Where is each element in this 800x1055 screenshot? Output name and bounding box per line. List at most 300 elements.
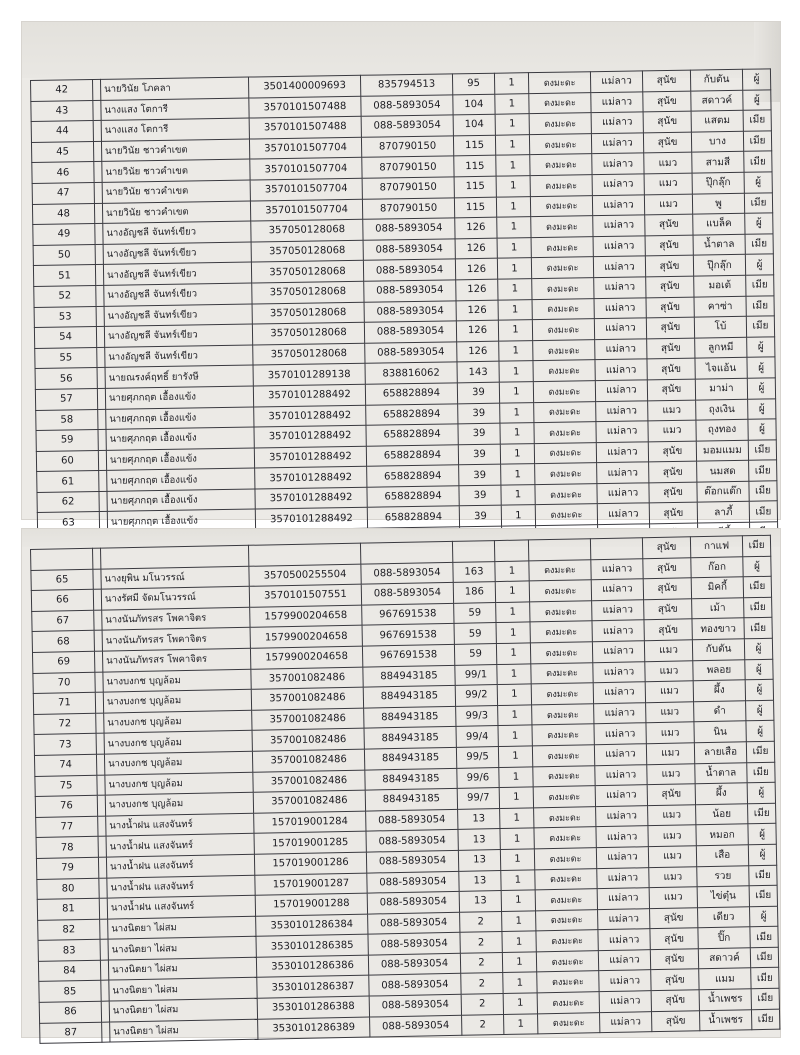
house-number: 2 — [461, 973, 503, 994]
village-name: ดงมะดะ — [531, 257, 593, 279]
subdistrict-name: แม่ลาว — [592, 600, 644, 622]
row-number: 83 — [38, 940, 100, 962]
phone-number: 088-5893054 — [367, 891, 459, 913]
village-name: ดงมะดะ — [528, 72, 590, 94]
phone-number: 658828894 — [366, 445, 458, 467]
pet-sex: เมีย — [749, 885, 777, 906]
row-number: 60 — [36, 450, 98, 472]
phone-number: 967691538 — [362, 603, 454, 625]
village-name: ดงมะดะ — [536, 951, 598, 973]
animal-type: สุนัข — [642, 70, 690, 91]
pet-name: สดาวค์ — [691, 90, 743, 111]
house-number: 126 — [455, 259, 497, 280]
row-number: 67 — [32, 610, 94, 632]
row-number: 48 — [32, 203, 94, 225]
pet-name: พลอย — [693, 659, 745, 681]
house-number: 39 — [459, 485, 501, 506]
house-number: 39 — [458, 444, 500, 465]
citizen-id: 3570101288492 — [254, 446, 366, 468]
row-number: 86 — [39, 1001, 101, 1023]
animal-type: แมว — [648, 846, 696, 868]
citizen-id: 357001082486 — [251, 687, 363, 710]
citizen-id: 357050128068 — [252, 281, 364, 303]
house-number: 2 — [462, 1014, 504, 1035]
pet-name: เสือ — [696, 845, 748, 867]
moo-number: 1 — [501, 869, 535, 890]
pet-sex: เมีย — [749, 501, 777, 522]
owner-name — [100, 545, 248, 568]
house-number: 39 — [457, 382, 499, 403]
house-number: 99/2 — [455, 685, 497, 706]
owner-name: นางยุพิน มโนวรรณ์ — [101, 566, 249, 589]
pet-name: แสตม — [691, 110, 743, 131]
owner-name: นางรัศมี จัดมโนวรรณ์ — [101, 586, 249, 609]
moo-number: 1 — [496, 622, 530, 643]
house-number: 2 — [460, 952, 502, 973]
registry-rows-top — [31, 69, 778, 554]
pet-sex: ผู้ — [745, 659, 773, 680]
house-number: 13 — [459, 870, 501, 891]
pet-sex: เมีย — [743, 576, 771, 597]
house-number: 99/1 — [455, 664, 497, 685]
house-number: 104 — [453, 114, 495, 135]
photo-sheet-top — [22, 22, 780, 529]
animal-type: สุนัข — [647, 358, 695, 379]
pet-sex: ผู้ — [748, 824, 776, 845]
animal-type: สุนัข — [650, 928, 698, 950]
owner-name: นางนิตยา ไผ่สม — [108, 957, 256, 980]
citizen-id: 357050128068 — [251, 219, 363, 241]
citizen-id: 357050128068 — [252, 322, 364, 344]
phone-number: 088-5893054 — [367, 871, 459, 893]
pet-sex: เมีย — [744, 192, 772, 213]
phone-number: 658828894 — [367, 506, 459, 528]
row-number: 58 — [36, 409, 98, 431]
row-number: 57 — [35, 388, 97, 410]
phone-number: 088-5893054 — [368, 912, 460, 934]
animal-type: แมว — [648, 420, 696, 441]
village-name: ดงมะดะ — [534, 806, 596, 828]
house-number: 115 — [454, 176, 496, 197]
owner-name: นายวินัย ชาวคำเขต — [101, 139, 249, 162]
row-number: 43 — [31, 100, 93, 122]
animal-type: สุนัข — [643, 111, 691, 132]
subdistrict-name: แม่ลาว — [595, 764, 647, 786]
row-number: 56 — [35, 368, 97, 390]
subdistrict-name: แม่ลาว — [596, 847, 648, 869]
owner-name: นางอัญชลี จันทร์เขียว — [104, 283, 252, 306]
row-number: 61 — [37, 471, 99, 493]
row-number: 79 — [36, 857, 98, 879]
pet-name: ลาภี้ — [697, 502, 749, 523]
phone-number: 658828894 — [365, 383, 457, 405]
animal-type: สุนัข — [646, 317, 694, 338]
citizen-id: 357001082486 — [253, 770, 365, 793]
moo-number: 1 — [497, 663, 531, 684]
owner-name: นางน้ำฝน แสงจันทร์ — [106, 834, 254, 857]
owner-name: นายศุภกฤต เอื้องแข้ง — [107, 509, 255, 532]
subdistrict-name: แม่ลาว — [591, 558, 643, 580]
animal-type: สุนัข — [643, 132, 691, 153]
pet-name: แบล็ค — [693, 213, 745, 234]
pet-name: น้ำเพชร — [699, 1009, 751, 1031]
pet-name: มาม่า — [695, 378, 747, 399]
subdistrict-name: แม่ลาว — [594, 723, 646, 745]
subdistrict-name: แม่ลาว — [595, 359, 647, 380]
moo-number: 1 — [499, 361, 533, 382]
house-number: 99/5 — [456, 746, 498, 767]
row-number: 47 — [32, 182, 94, 204]
row-number: 80 — [37, 878, 99, 900]
subdistrict-name: แม่ลาว — [594, 297, 646, 318]
animal-type: แมว — [648, 400, 696, 421]
phone-number: 088-5893054 — [365, 342, 457, 364]
pet-name: โบ้ — [694, 316, 746, 337]
pet-sex: เมีย — [751, 1009, 779, 1030]
citizen-id: 3530101286384 — [256, 914, 368, 937]
pet-sex: ผู้ — [747, 782, 775, 803]
moo-number: 1 — [501, 484, 535, 505]
subdistrict-name: แม่ลาว — [595, 380, 647, 401]
pet-sex: เมีย — [750, 926, 778, 947]
subdistrict-name: แม่ลาว — [591, 579, 643, 601]
citizen-id: 357001082486 — [252, 728, 364, 751]
row-number: 59 — [36, 430, 98, 452]
owner-name: นายณรงค์ฤทธิ์ ยารังษี — [105, 365, 253, 388]
subdistrict-name: แม่ลาว — [597, 503, 649, 524]
row-number: 71 — [33, 692, 95, 714]
phone-number: 884943185 — [364, 706, 456, 728]
moo-number: 1 — [500, 423, 534, 444]
subdistrict-name: แม่ลาว — [593, 256, 645, 277]
subdistrict-name: แม่ลาว — [591, 91, 643, 112]
subdistrict-name: แม่ลาว — [594, 318, 646, 339]
house-number: 59 — [454, 602, 496, 623]
animal-type: สุนัข — [644, 599, 692, 621]
moo-number: 1 — [500, 808, 534, 829]
citizen-id: 1579900204658 — [250, 626, 362, 649]
animal-type: สุนัข — [643, 557, 691, 579]
animal-type: สุนัข — [644, 619, 692, 641]
phone-number: 884943185 — [364, 727, 456, 749]
moo-number: 1 — [496, 643, 530, 664]
owner-name: นางนันภัทรสร โพคาจิตร — [102, 628, 250, 651]
pet-sex: ผู้ — [743, 89, 771, 110]
pet-sex: เมีย — [744, 618, 772, 639]
pet-sex: ผู้ — [744, 172, 772, 193]
phone-number: 088-5893054 — [364, 280, 456, 302]
pet-name: น้อย — [696, 803, 748, 825]
pet-sex: เมีย — [748, 440, 776, 461]
pet-name: หมอก — [696, 824, 748, 846]
subdistrict-name: แม่ลาว — [598, 950, 650, 972]
subdistrict-name: แม่ลาว — [598, 908, 650, 930]
pet-sex: ผู้ — [744, 638, 772, 659]
house-number: 59 — [454, 644, 496, 665]
phone-number: 884943185 — [364, 747, 456, 769]
subdistrict-name: แม่ลาว — [590, 71, 642, 92]
pet-sex: เมีย — [749, 865, 777, 886]
owner-name: นายวินัย ชาวคำเขต — [102, 180, 250, 203]
subdistrict-name: แม่ลาว — [597, 867, 649, 889]
phone-number: 088-5893054 — [361, 583, 453, 605]
subdistrict-name: แม่ลาว — [592, 153, 644, 174]
moo-number: 1 — [504, 1013, 538, 1034]
moo-number: 1 — [494, 73, 528, 94]
house-number: 13 — [458, 808, 500, 829]
village-name — [528, 539, 590, 561]
row-number: 76 — [35, 795, 97, 817]
phone-number: 870790150 — [362, 177, 454, 199]
owner-name: นางอัญชลี จันทร์เขียว — [104, 304, 252, 327]
house-number: 39 — [459, 464, 501, 485]
moo-number: 1 — [496, 196, 530, 217]
citizen-id: 357050128068 — [251, 261, 363, 283]
phone-number: 088-5893054 — [361, 115, 453, 137]
row-number: 44 — [31, 121, 93, 143]
pet-name: คาซ่า — [694, 296, 746, 317]
house-number: 59 — [454, 623, 496, 644]
citizen-id: 3570101288492 — [255, 508, 367, 530]
phone-number: 088-5893054 — [364, 300, 456, 322]
phone-number: 088-5893054 — [363, 259, 455, 281]
pet-sex: เมีย — [747, 762, 775, 783]
pet-name: แมม — [699, 968, 751, 990]
subdistrict-name: แม่ลาว — [592, 194, 644, 215]
phone-number: 835794513 — [360, 74, 452, 96]
owner-name: นางนิตยา ไผ่สม — [109, 978, 257, 1001]
moo-number: 1 — [497, 217, 531, 238]
pet-name: เดียว — [698, 906, 750, 928]
village-name: ดงมะดะ — [531, 683, 593, 705]
pet-name: ถุงเงิน — [696, 399, 748, 420]
pet-sex: ผู้ — [746, 700, 774, 721]
house-number: 115 — [454, 156, 496, 177]
house-number: 126 — [455, 238, 497, 259]
moo-number: 1 — [502, 931, 536, 952]
animal-type: สุนัข — [645, 214, 693, 235]
village-name: ดงมะดะ — [529, 580, 591, 602]
animal-type: สุนัข — [651, 969, 699, 991]
moo-number: 1 — [499, 787, 533, 808]
pet-sex: เมีย — [746, 316, 774, 337]
owner-name: นางบงกช บุญล้อม — [105, 792, 253, 815]
village-name: ดงมะดะ — [531, 236, 593, 258]
animal-type: แมว — [644, 640, 692, 662]
phone-number: 088-5893054 — [366, 830, 458, 852]
animal-type: สุนัข — [642, 537, 690, 559]
pet-sex: ผู้ — [748, 844, 776, 865]
moo-number: 1 — [496, 602, 530, 623]
phone-number: 088-5893054 — [366, 809, 458, 831]
owner-name: นายศุภกฤต เอื้องแข้ง — [106, 427, 254, 450]
animal-type: สุนัข — [650, 907, 698, 929]
citizen-id: 3570101507488 — [249, 116, 361, 138]
pet-sex: ผู้ — [745, 213, 773, 234]
village-name: ดงมะดะ — [531, 662, 593, 684]
animal-type: แมว — [646, 702, 694, 724]
row-number: 45 — [31, 141, 93, 163]
animal-type: สุนัข — [646, 297, 694, 318]
pet-sex: ผู้ — [749, 906, 777, 927]
pet-name: เม้า — [692, 598, 744, 620]
moo-number: 1 — [501, 890, 535, 911]
row-number: 52 — [34, 285, 96, 307]
citizen-id: 3530101286389 — [258, 1017, 370, 1040]
house-number: 2 — [460, 911, 502, 932]
row-number: 85 — [39, 981, 101, 1003]
photo-sheet-bottom — [22, 529, 780, 1037]
pet-name: ปิ๊ก — [698, 927, 750, 949]
pet-name: ดำ — [694, 701, 746, 723]
village-name: ดงมะดะ — [535, 463, 597, 485]
phone-number: 658828894 — [367, 465, 459, 487]
moo-number: 1 — [498, 725, 532, 746]
phone-number: 658828894 — [366, 424, 458, 446]
pet-sex: ผู้ — [746, 721, 774, 742]
pet-sex: เมีย — [744, 597, 772, 618]
phone-number: 967691538 — [362, 624, 454, 646]
subdistrict-name: แม่ลาว — [595, 339, 647, 360]
phone-number: 658828894 — [367, 486, 459, 508]
moo-number: 1 — [495, 114, 529, 135]
house-number: 163 — [453, 561, 495, 582]
phone-number: 884943185 — [365, 788, 457, 810]
pet-name: กับตัน — [692, 639, 744, 661]
village-name: ดงมะดะ — [529, 92, 591, 114]
row-number: 54 — [34, 327, 96, 349]
subdistrict-name: แม่ลาว — [594, 744, 646, 766]
row-number: 69 — [32, 651, 94, 673]
row-number — [31, 548, 93, 570]
citizen-id: 357001082486 — [252, 749, 364, 772]
row-number: 50 — [33, 244, 95, 266]
subdistrict-name: แม่ลาว — [596, 805, 648, 827]
moo-number: 1 — [499, 766, 533, 787]
moo-number: 1 — [499, 382, 533, 403]
subdistrict-name: แม่ลาว — [594, 702, 646, 724]
row-number: 62 — [37, 491, 99, 513]
subdistrict-name: แม่ลาว — [596, 442, 648, 463]
village-name: ดงมะดะ — [529, 113, 591, 135]
house-number: 13 — [458, 829, 500, 850]
moo-number: 1 — [495, 93, 529, 114]
owner-name: นางอัญชลี จันทร์เขียว — [103, 221, 251, 244]
phone-number: 088-5893054 — [361, 562, 453, 584]
citizen-id: 3570101288492 — [254, 425, 366, 447]
phone-number: 088-5893054 — [370, 1015, 462, 1037]
house-number: 13 — [458, 849, 500, 870]
moo-number: 1 — [498, 299, 532, 320]
moo-number: 1 — [496, 155, 530, 176]
owner-name: นางน้ำฝน แสงจันทร์ — [106, 854, 254, 877]
subdistrict-name: แม่ลาว — [591, 112, 643, 133]
subdistrict-name: แม่ลาว — [599, 970, 651, 992]
row-number: 46 — [32, 162, 94, 184]
moo-number: 1 — [503, 972, 537, 993]
pet-sex: เมีย — [749, 460, 777, 481]
animal-type: สุนัข — [646, 276, 694, 297]
moo-number: 1 — [500, 828, 534, 849]
citizen-id: 3570101507704 — [250, 158, 362, 180]
pet-sex: เมีย — [748, 803, 776, 824]
citizen-id: 3570101507704 — [249, 137, 361, 159]
pet-sex: เมีย — [751, 988, 779, 1009]
pet-sex: ผู้ — [747, 378, 775, 399]
owner-name: นางบงกช บุญล้อม — [103, 669, 251, 692]
village-name: ดงมะดะ — [533, 765, 595, 787]
subdistrict-name: แม่ลาว — [592, 174, 644, 195]
moo-number: 1 — [500, 402, 534, 423]
moo-number: 1 — [500, 849, 534, 870]
pet-name: ไจแอ้น — [695, 358, 747, 379]
pet-name: กาแฟ — [690, 536, 742, 558]
village-name: ดงมะดะ — [535, 889, 597, 911]
village-name: ดงมะดะ — [536, 930, 598, 952]
house-number: 2 — [461, 994, 503, 1015]
animal-type: แมว — [647, 763, 695, 785]
owner-name: นางน้ำฝน แสงจันทร์ — [107, 895, 255, 918]
house-number: 39 — [459, 506, 501, 527]
registry-table-top — [30, 68, 778, 554]
moo-number: 1 — [495, 561, 529, 582]
pet-name: สามสี — [692, 152, 744, 173]
village-name: ดงมะดะ — [535, 484, 597, 506]
house-number: 115 — [453, 135, 495, 156]
village-name: ดงมะดะ — [532, 703, 594, 725]
village-name: ดงมะดะ — [531, 216, 593, 238]
phone-number: 088-5893054 — [369, 994, 461, 1016]
phone-number: 870790150 — [362, 197, 454, 219]
owner-name: นางบงกช บุญล้อม — [103, 689, 251, 712]
row-number: 77 — [36, 816, 98, 838]
animal-type: สุนัข — [647, 784, 695, 806]
village-name: ดงมะดะ — [533, 381, 595, 403]
owner-name: นางบงกช บุญล้อม — [104, 751, 252, 774]
pet-sex: เมีย — [745, 234, 773, 255]
pet-sex: ผู้ — [745, 679, 773, 700]
citizen-id: 3570101288492 — [255, 487, 367, 509]
house-number: 126 — [457, 341, 499, 362]
animal-type: แมว — [646, 722, 694, 744]
phone-number — [360, 541, 452, 563]
phone-number: 838816062 — [365, 362, 457, 384]
owner-name: นางนิตยา ไผ่สม — [108, 916, 256, 939]
subdistrict-name: แม่ลาว — [597, 888, 649, 910]
subdistrict-name: แม่ลาว — [594, 277, 646, 298]
pet-name: บาง — [691, 131, 743, 152]
village-name: ดงมะดะ — [532, 298, 594, 320]
moo-number: 1 — [496, 176, 530, 197]
phone-number: 088-5893054 — [364, 321, 456, 343]
pet-name: พู — [692, 193, 744, 214]
animal-type: สุนัข — [643, 578, 691, 600]
house-number: 186 — [453, 582, 495, 603]
animal-type: สุนัข — [649, 461, 697, 482]
pet-name: กับตัน — [690, 69, 742, 90]
row-number: 70 — [33, 672, 95, 694]
animal-type: สุนัข — [645, 255, 693, 276]
phone-number: 088-5893054 — [369, 974, 461, 996]
animal-type: แมว — [649, 887, 697, 909]
subdistrict-name: แม่ลาว — [593, 236, 645, 257]
village-name: ดงมะดะ — [533, 339, 595, 361]
subdistrict-name — [590, 538, 642, 560]
pet-sex: เมีย — [751, 968, 779, 989]
citizen-id: 157019001285 — [254, 831, 366, 854]
pet-sex: เมีย — [742, 535, 770, 556]
citizen-id: 3530101286387 — [257, 976, 369, 999]
